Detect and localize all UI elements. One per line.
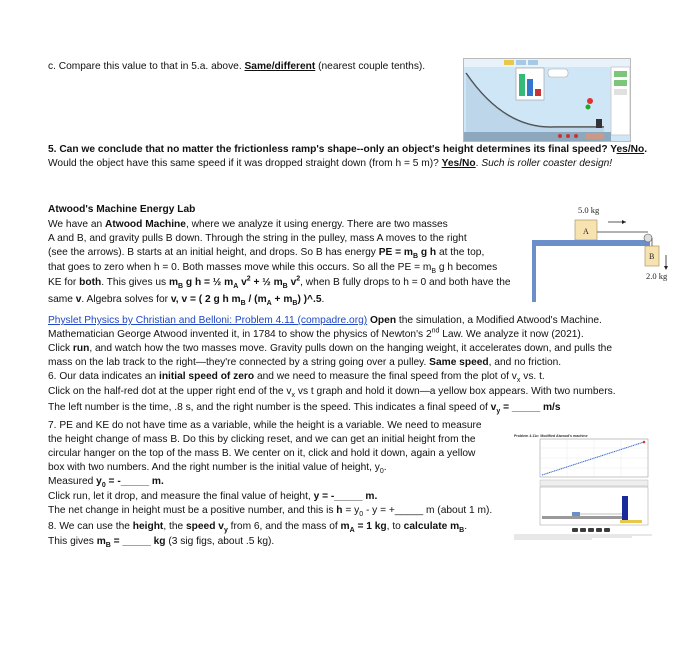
t68: y [96,476,102,487]
t93: B [105,542,111,550]
t11: B [431,268,437,276]
q7-line5 [48,475,164,489]
t75: = y [342,505,360,516]
atwood-title [48,203,195,217]
t41: nd [431,327,440,335]
t77: - y = +_____ m (about 1 m). [363,505,493,516]
t38: Open [367,315,397,326]
t79: height [132,521,164,532]
t62: the height change of mass B. Do this by clicking reset, and we can get an initial height from the [48,434,476,445]
t35: B [292,300,298,308]
graph-thumb-title: Problem 4.11c: Modified Atwood's machine [514,434,588,438]
t51: and we need to measure the final speed from the plot of v [254,371,517,382]
sim-line2 [48,328,584,342]
t61: 7. PE and KE do not have time as a variable, while the height is a variable. We need to measure [48,420,482,431]
t92: m [96,536,106,547]
t18: g h = ½ m [183,277,234,288]
t74: h [336,505,343,516]
t67: Measured [48,476,97,487]
t24: v [287,277,297,288]
sim-line3 [48,342,612,356]
t90: . [464,521,468,532]
t16: m [168,277,179,288]
sim-line1 [48,314,602,328]
t72: y = -_____ m. [313,491,378,502]
t28: v [75,294,82,305]
t91: This gives [48,536,97,547]
t34: + m [271,294,293,305]
t27: same [48,294,76,305]
t71: Click run, let it drop, and measure the final value of height, [48,491,314,502]
t26: , when B fully drops to h = 0 and both have the [300,277,511,288]
question-5-line2 [48,157,612,171]
t84: m [340,521,350,532]
atwood-line1 [48,218,448,232]
t65: 0 [379,468,384,476]
t58: v [490,402,497,413]
t66: . [383,462,387,473]
atwood-line4 [48,261,497,275]
table-top [532,240,650,246]
q5-line1-text: 5. Can we conclude that no matter the frictionless ramp's shape--only an object's height determines its final speed? Y [48,144,617,155]
t54: Click on the half-red dot at the upper right end of the v [48,386,292,397]
t31: B [240,300,246,308]
atwood-line2 [48,232,467,246]
roller-coaster-note: Such is roller coaster design! [481,158,613,169]
q7-line7 [48,504,492,518]
t1: We have an [48,219,106,230]
q6-line1 [48,370,545,384]
t39: the simulation, a Modified Atwood's Machine. [396,315,602,326]
atwood-machine-diagram [526,200,672,304]
t3: , where we analyze it using energy. There are two masses [185,219,448,230]
pulley-icon [644,234,652,242]
t19: A [233,283,239,291]
t64: box with two numbers. And the right number is the initial value of height, y [48,462,380,473]
t56: vs t graph and hold it down—a yellow box appears. With two numbers. [295,386,616,397]
t59: y [496,408,501,416]
t29: . Algebra solves for [81,294,171,305]
mass-b-label: 2.0 kg [646,271,668,281]
q5c-suffix: (nearest couple tenths). [315,61,426,72]
t78: 8. We can use the [48,521,133,532]
t55: x [291,392,296,400]
t17: B [178,283,184,291]
t49: 6. Our data indicates an [48,371,159,382]
hanging-mass-b [622,496,628,520]
t8: g h [418,247,437,258]
t85: A [349,527,355,535]
q7-line6 [48,490,377,504]
t81: speed v [185,521,224,532]
t52: x [516,377,521,385]
yes-no-choice-2: Yes/No [441,158,476,169]
t83: from 6, and the mass of [227,521,341,532]
sim-line4 [48,356,561,370]
question-5-line1 [48,143,647,157]
t14: both [79,277,102,288]
question-5c [48,60,425,74]
yes-no-choice-1: es/No [616,144,645,155]
t21: 2 [246,275,251,283]
q7-line1 [48,419,482,433]
t43: Click [48,343,73,354]
t6: PE = m [378,247,413,258]
mass-a-label: 5.0 kg [578,205,600,215]
same-different-choice: Same/different [244,61,316,72]
t86: = 1 kg [354,521,387,532]
q6-line2 [48,385,616,399]
atwood-line3 [48,246,484,260]
ramp-simulation-thumbnail [463,58,631,142]
t69: 0 [101,482,106,490]
t53: vs. t. [520,371,545,382]
block-a-letter: A [583,227,589,236]
t60: = _____ m/s [500,402,561,413]
atwood-title-text: Atwood's Machine Energy Lab [48,204,196,215]
t63: circular hanger on the top of the mass B. We center on it, click and hold it down, again a yellow [48,448,476,459]
t48: , and no friction. [488,357,562,368]
t76: 0 [359,511,364,519]
atwood-line5 [48,276,511,290]
t20: v [238,277,247,288]
t44: run [72,343,90,354]
t36: ) )^.5 [297,294,322,305]
q7-line4 [48,461,387,475]
t12: g h becomes [436,262,498,273]
t73: The net change in height must be a positive number, and this is [48,505,337,516]
q8-line1 [48,520,467,534]
t87: , to [386,521,404,532]
t47: Same speed [429,357,489,368]
q7-line2 [48,433,476,447]
q5-line2-text: Would the object have this same speed if it was dropped straight down (from h = 5 m)? [48,158,442,169]
t80: , the [163,521,186,532]
t42: Law. We analyze it now (2021). [439,329,584,340]
t82: y [223,527,228,535]
t70: = -_____ m. [105,476,164,487]
t13: KE for [48,277,80,288]
block-b-letter: B [649,252,655,261]
t5: (see the arrows). B starts at an initial height, and drops. So B has energy [48,247,379,258]
t37: . [321,294,325,305]
t46: mass on the lab track to the right—they're connected by a string going over a pulley. [48,357,430,368]
t40: Mathematician George Atwood invented it, in 1784 to show the physics of Newton's 2 [48,329,432,340]
t57: The left number is the time, .8 s, and the right number is the speed. This indicates a final speed of [48,402,491,413]
t50: initial speed of zero [159,371,255,382]
t7: B [412,253,419,261]
table-leg [532,246,536,302]
t4: A and B, and gravity pulls B down. Through the string in the pulley, mass A moves to the right [48,233,467,244]
q7-line3 [48,447,475,461]
t89: B [459,527,465,535]
t95: (3 sig figs, about .5 kg). [165,536,275,547]
t88: calculate m [403,521,460,532]
endpoint-dot[interactable] [643,441,646,444]
t25: 2 [296,275,301,283]
t10: that goes to zero when h = 0. Both masses move while this occurs. So all the PE = m [48,262,432,273]
q8-line2 [48,535,274,549]
t9: at the top, [436,247,485,258]
atwood-graph-simulation-thumbnail [512,430,658,542]
q6-line3 [48,401,561,415]
t2: Atwood Machine [105,219,186,230]
q5-line2-sep: . [475,158,482,169]
q5c-text: c. Compare this value to that in 5.a. above. [48,61,245,72]
physlet-link[interactable]: Physlet Physics by Christian and Belloni: Problem 4.11 (compadre.org) [48,315,368,326]
t45: , and watch how the two masses move. Gravity pulls down on the hanging weight, it accelerates down, and pulls the [89,343,613,354]
t30: v, v = ( 2 g h m [170,294,241,305]
t22: + ½ m [250,277,283,288]
t94: = _____ kg [110,536,166,547]
t32: / (m [245,294,267,305]
q5-line1-end: . [644,144,648,155]
t23: B [282,283,288,291]
atwood-line6 [48,293,324,307]
t15: . This gives us [101,277,169,288]
t33: A [266,300,272,308]
